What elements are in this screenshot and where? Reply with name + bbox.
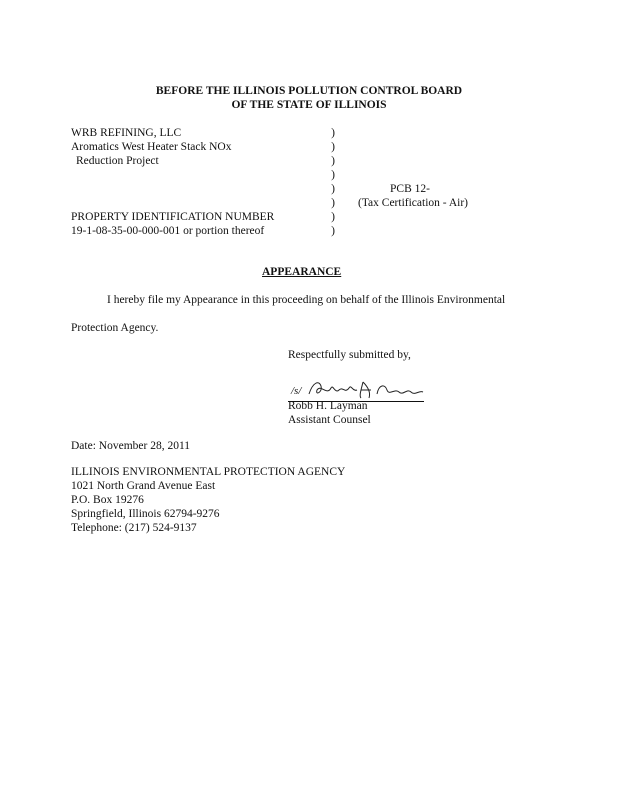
caption-bracket: ) xyxy=(331,183,335,195)
document-title: APPEARANCE xyxy=(262,266,342,278)
agency-address-line-3: Springfield, Illinois 62794-9276 xyxy=(71,508,220,520)
caption-bracket: ) xyxy=(331,155,335,167)
project-name-line-1: Aromatics West Heater Stack NOx xyxy=(71,141,232,153)
court-heading-line-1: BEFORE THE ILLINOIS POLLUTION CONTROL BOARD xyxy=(155,85,463,97)
closing: Respectfully submitted by, xyxy=(288,349,411,361)
caption-bracket: ) xyxy=(331,169,335,181)
agency-address-line-2: P.O. Box 19276 xyxy=(71,494,144,506)
agency-name: ILLINOIS ENVIRONMENTAL PROTECTION AGENCY xyxy=(71,466,346,478)
body-line-2: Protection Agency. xyxy=(71,322,159,334)
property-id-label: PROPERTY IDENTIFICATION NUMBER xyxy=(71,211,275,223)
agency-phone: Telephone: (217) 524-9137 xyxy=(71,522,197,534)
case-type: (Tax Certification - Air) xyxy=(358,197,469,209)
signer-name: Robb H. Layman xyxy=(288,400,368,412)
party-name: WRB REFINING, LLC xyxy=(71,127,182,139)
caption-bracket: ) xyxy=(331,127,335,139)
property-id-number: 19-1-08-35-00-000-001 or portion thereof xyxy=(71,225,265,237)
signature-prefix: /s/ xyxy=(291,385,302,397)
caption-bracket: ) xyxy=(331,141,335,153)
court-heading-line-2: OF THE STATE OF ILLINOIS xyxy=(231,99,387,111)
body-line-1: I hereby file my Appearance in this proceeding on behalf of the Illinois Environmental xyxy=(107,294,506,306)
signer-title: Assistant Counsel xyxy=(288,414,371,426)
agency-address-line-1: 1021 North Grand Avenue East xyxy=(71,480,216,492)
date-line: Date: November 28, 2011 xyxy=(71,440,191,452)
project-name-line-2: Reduction Project xyxy=(76,155,159,167)
caption-bracket: ) xyxy=(331,197,335,209)
caption-bracket: ) xyxy=(331,211,335,223)
caption-bracket: ) xyxy=(331,225,335,237)
case-number: PCB 12- xyxy=(390,183,430,195)
